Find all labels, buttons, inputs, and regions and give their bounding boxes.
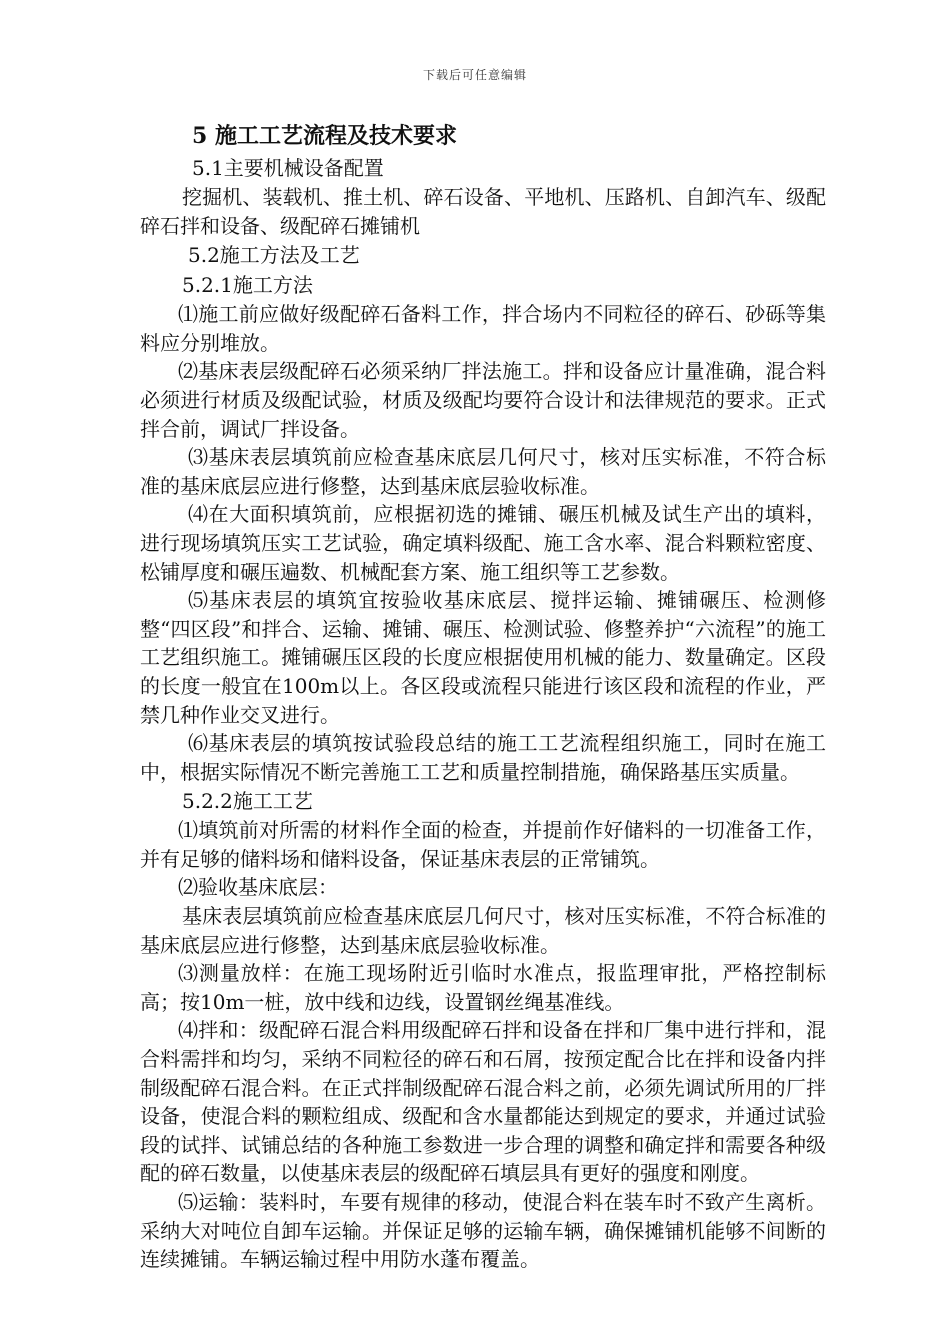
equipment-paragraph: 挖掘机、装载机、推土机、碎石设备、平地机、压路机、自卸汽车、级配碎石拌和设备、级配碎石摊铺机 [140, 185, 826, 238]
heading-5-2: 5.2施工方法及工艺 [188, 243, 360, 268]
method-paragraph-1: ⑴施工前应做好级配碎石备料工作，拌合场内不同粒径的碎石、砂砾等集料应分别堆放。 [140, 302, 826, 355]
process-paragraph-3: ⑶测量放样：在施工现场附近引临时水准点，报监理审批，严格控制标高；按10m一桩，放中线和边线，设置钢丝绳基准线。 [140, 961, 826, 1014]
process-paragraph-4: ⑷拌和：级配碎石混合料用级配碎石拌和设备在拌和厂集中进行拌和，混合料需拌和均匀，采纳不同粒径的碎石和石屑，按预定配合比在拌和设备内拌制级配碎石混合料。在正式拌制级配碎石混合料之前，必须先调试所用的厂拌设备，使混合料的颗粒组成、级配和含水量都能达到规定的要求，并通过试验段的试拌、试铺总结的各种施工参数进一步合理的调整和确定拌和需要各种级配的碎石数量，以使基床表层的级配碎石填层具有更好的强度和刚度。 [140, 1018, 826, 1186]
heading-5-2-2: 5.2.2施工工艺 [182, 789, 313, 814]
document-body [140, 120, 826, 1274]
method-paragraph-4: ⑷在大面积填筑前，应根据初选的摊铺、碾压机械及试生产出的填料，进行现场填筑压实工艺试验，确定填料级配、施工含水率、混合料颗粒密度、松铺厚度和碾压遍数、机械配套方案、施工组织等工艺参数。 [140, 502, 826, 584]
method-paragraph-5: ⑸基床表层的填筑宜按验收基床底层、搅拌运输、摊铺碾压、检测修整“四区段”和拌合、运输、摊铺、碾压、检测试验、修整养护“六流程”的施工工艺组织施工。摊铺碾压区段的长度应根据使用机械的能力、数量确定。区段的长度一般宜在100m以上。各区段或流程只能进行该区段和流程的作业，严禁几种作业交叉进行。 [140, 588, 826, 727]
heading-5-1: 5.1主要机械设备配置 [192, 156, 384, 180]
heading-5-2-1: 5.2.1施工方法 [182, 273, 313, 298]
process-paragraph-5: ⑸运输：装料时，车要有规律的移动，使混合料在装车时不致产生离析。采纳大对吨位自卸车运输。并保证足够的运输车辆，确保摊铺机能够不间断的连续摊铺。车辆运输过程中用防水蓬布覆盖。 [140, 1190, 826, 1272]
method-paragraph-6: ⑹基床表层的填筑按试验段总结的施工工艺流程组织施工，同时在施工中，根据实际情况不断完善施工工艺和质量控制措施，确保路基压实质量。 [140, 731, 826, 784]
process-paragraph-2: ⑵验收基床底层： [178, 875, 338, 900]
method-paragraph-2: ⑵基床表层级配碎石必须采纳厂拌法施工。拌和设备应计量准确，混合料必须进行材质及级配试验，材质及级配均要符合设计和法律规范的要求。正式拌合前，调试厂拌设备。 [140, 359, 826, 441]
process-paragraph-1: ⑴填筑前对所需的材料作全面的检查，并提前作好储料的一切准备工作，并有足够的储料场和储料设备，保证基床表层的正常铺筑。 [140, 818, 826, 871]
process-paragraph-2-detail: 基床表层填筑前应检查基床底层几何尺寸，核对压实标准，不符合标准的基床底层应进行修整，达到基床底层验收标准。 [140, 904, 826, 957]
section-title: 5 施工工艺流程及技术要求 [192, 123, 457, 149]
header-note: 下载后可任意编辑 [422, 68, 527, 82]
method-paragraph-3: ⑶基床表层填筑前应检查基床底层几何尺寸，核对压实标准，不符合标准的基床底层应进行修整，达到基床底层验收标准。 [140, 445, 826, 498]
